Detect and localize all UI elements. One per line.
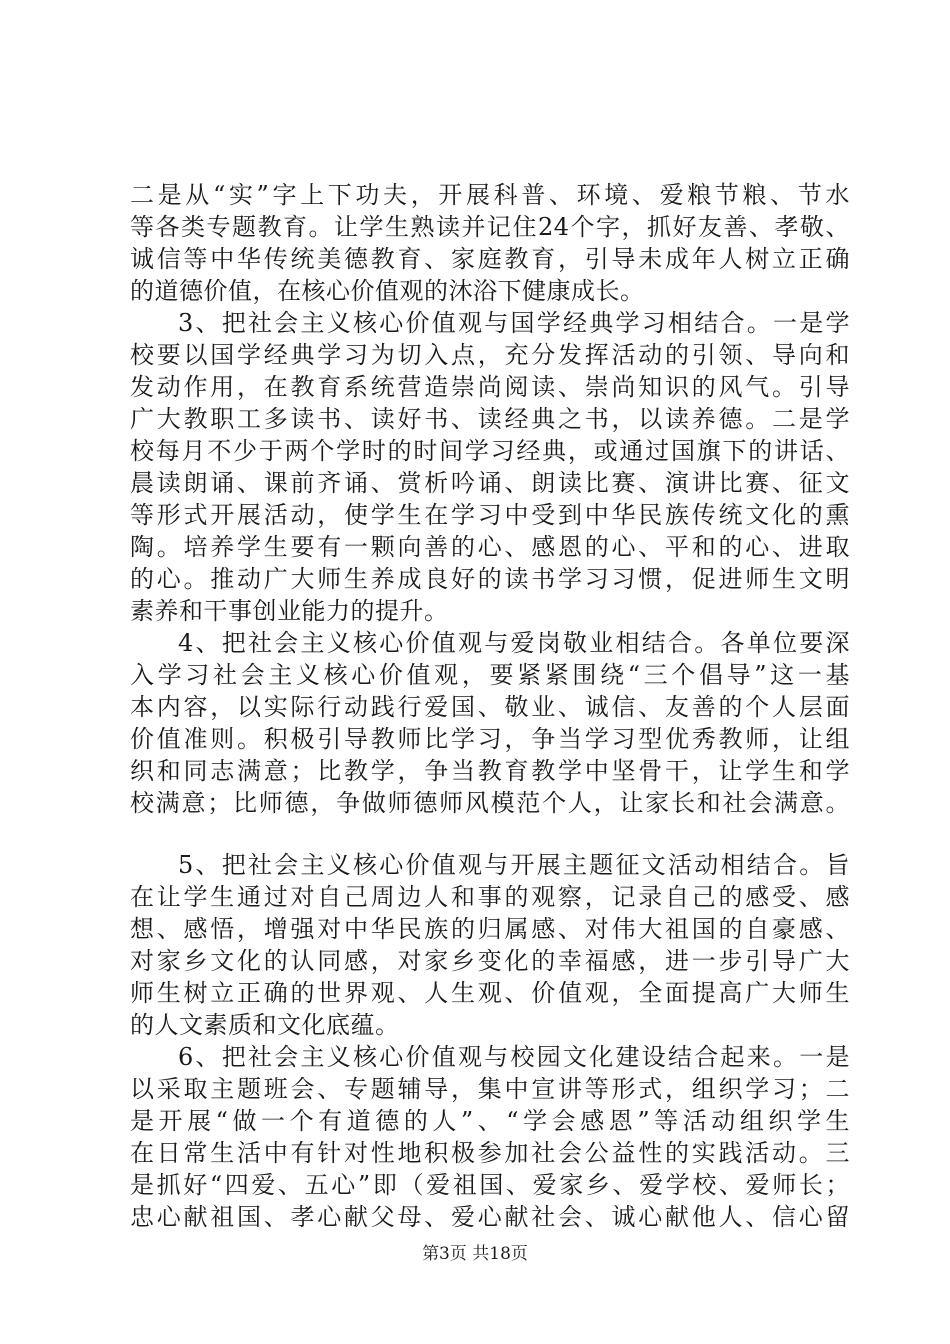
text-line: 校满意；比师德，争做师德师风模范个人，让家长和社会满意。	[130, 789, 850, 817]
text-line: 的心。推动广大师生养成良好的读书学习习惯，促进师生文明	[130, 565, 850, 593]
text-line: 价值准则。积极引导教师比学习，争当学习型优秀教师，让组	[130, 725, 850, 753]
text-line: 本内容，以实际行动践行爱国、敬业、诚信、友善的个人层面	[130, 693, 850, 721]
text-line: 的人文素质和文化底蕴。	[130, 1011, 400, 1039]
text-line: 发动作用，在教育系统营造崇尚阅读、崇尚知识的风气。引导	[130, 373, 850, 401]
text-line: 陶。培养学生要有一颗向善的心、感恩的心、平和的心、进取	[130, 533, 850, 561]
text-line: 在让学生通过对自己周边人和事的观察，记录自己的感受、感	[130, 883, 850, 911]
text-line: 诚信等中华传统美德教育、家庭教育，引导未成年人树立正确	[130, 245, 850, 273]
text-line: 是抓好“四爱、五心”即（爱祖国、爱家乡、爱学校、爱师长；	[130, 1171, 850, 1199]
text-line: 素养和干事创业能力的提升。	[130, 597, 449, 625]
text-line: 忠心献祖国、孝心献父母、爱心献社会、诚心献他人、信心留	[130, 1203, 850, 1231]
paragraph-3-start: 3、把社会主义核心价值观与国学经典学习相结合。一是学	[178, 309, 850, 337]
text-line: 广大教职工多读书、读好书、读经典之书，以读养德。二是学	[130, 405, 850, 433]
text-line: 校每月不少于两个学时的时间学习经典，或通过国旗下的讲话、	[130, 437, 850, 465]
text-line: 晨读朗诵、课前齐诵、赏析吟诵、朗读比赛、演讲比赛、征文	[130, 469, 850, 497]
text-line: 入学习社会主义核心价值观，要紧紧围绕“三个倡导”这一基	[130, 661, 850, 689]
paragraph-5-start: 5、把社会主义核心价值观与开展主题征文活动相结合。旨	[178, 851, 850, 879]
page-number-footer: 第3页 共18页	[422, 1244, 528, 1264]
text-line: 等形式开展活动，使学生在学习中受到中华民族传统文化的熏	[130, 501, 850, 529]
text-line: 是开展“做一个有道德的人”、“学会感恩”等活动组织学生	[130, 1107, 850, 1135]
text-line: 二是从“实”字上下功夫，开展科普、环境、爱粮节粮、节水	[130, 181, 850, 209]
text-line: 校要以国学经典学习为切入点，充分发挥活动的引领、导向和	[130, 341, 850, 369]
paragraph-6-start: 6、把社会主义核心价值观与校园文化建设结合起来。一是	[178, 1043, 850, 1071]
text-line: 织和同志满意；比教学，争当教育教学中坚骨干，让学生和学	[130, 757, 850, 785]
text-line: 想、感悟，增强对中华民族的归属感、对伟大祖国的自豪感、	[130, 915, 850, 943]
text-line: 对家乡文化的认同感，对家乡变化的幸福感，进一步引导广大	[130, 947, 850, 975]
text-line: 在日常生活中有针对性地积极参加社会公益性的实践活动。三	[130, 1139, 850, 1167]
text-line: 的道德价值，在核心价值观的沐浴下健康成长。	[130, 277, 645, 305]
text-line: 等各类专题教育。让学生熟读并记住24个字，抓好友善、孝敬、	[130, 213, 850, 241]
text-line: 师生树立正确的世界观、人生观、价值观，全面提高广大师生	[130, 979, 850, 1007]
text-line: 以采取主题班会、专题辅导，集中宣讲等形式，组织学习；二	[130, 1075, 850, 1103]
paragraph-4-start: 4、把社会主义核心价值观与爱岗敬业相结合。各单位要深	[178, 629, 850, 657]
